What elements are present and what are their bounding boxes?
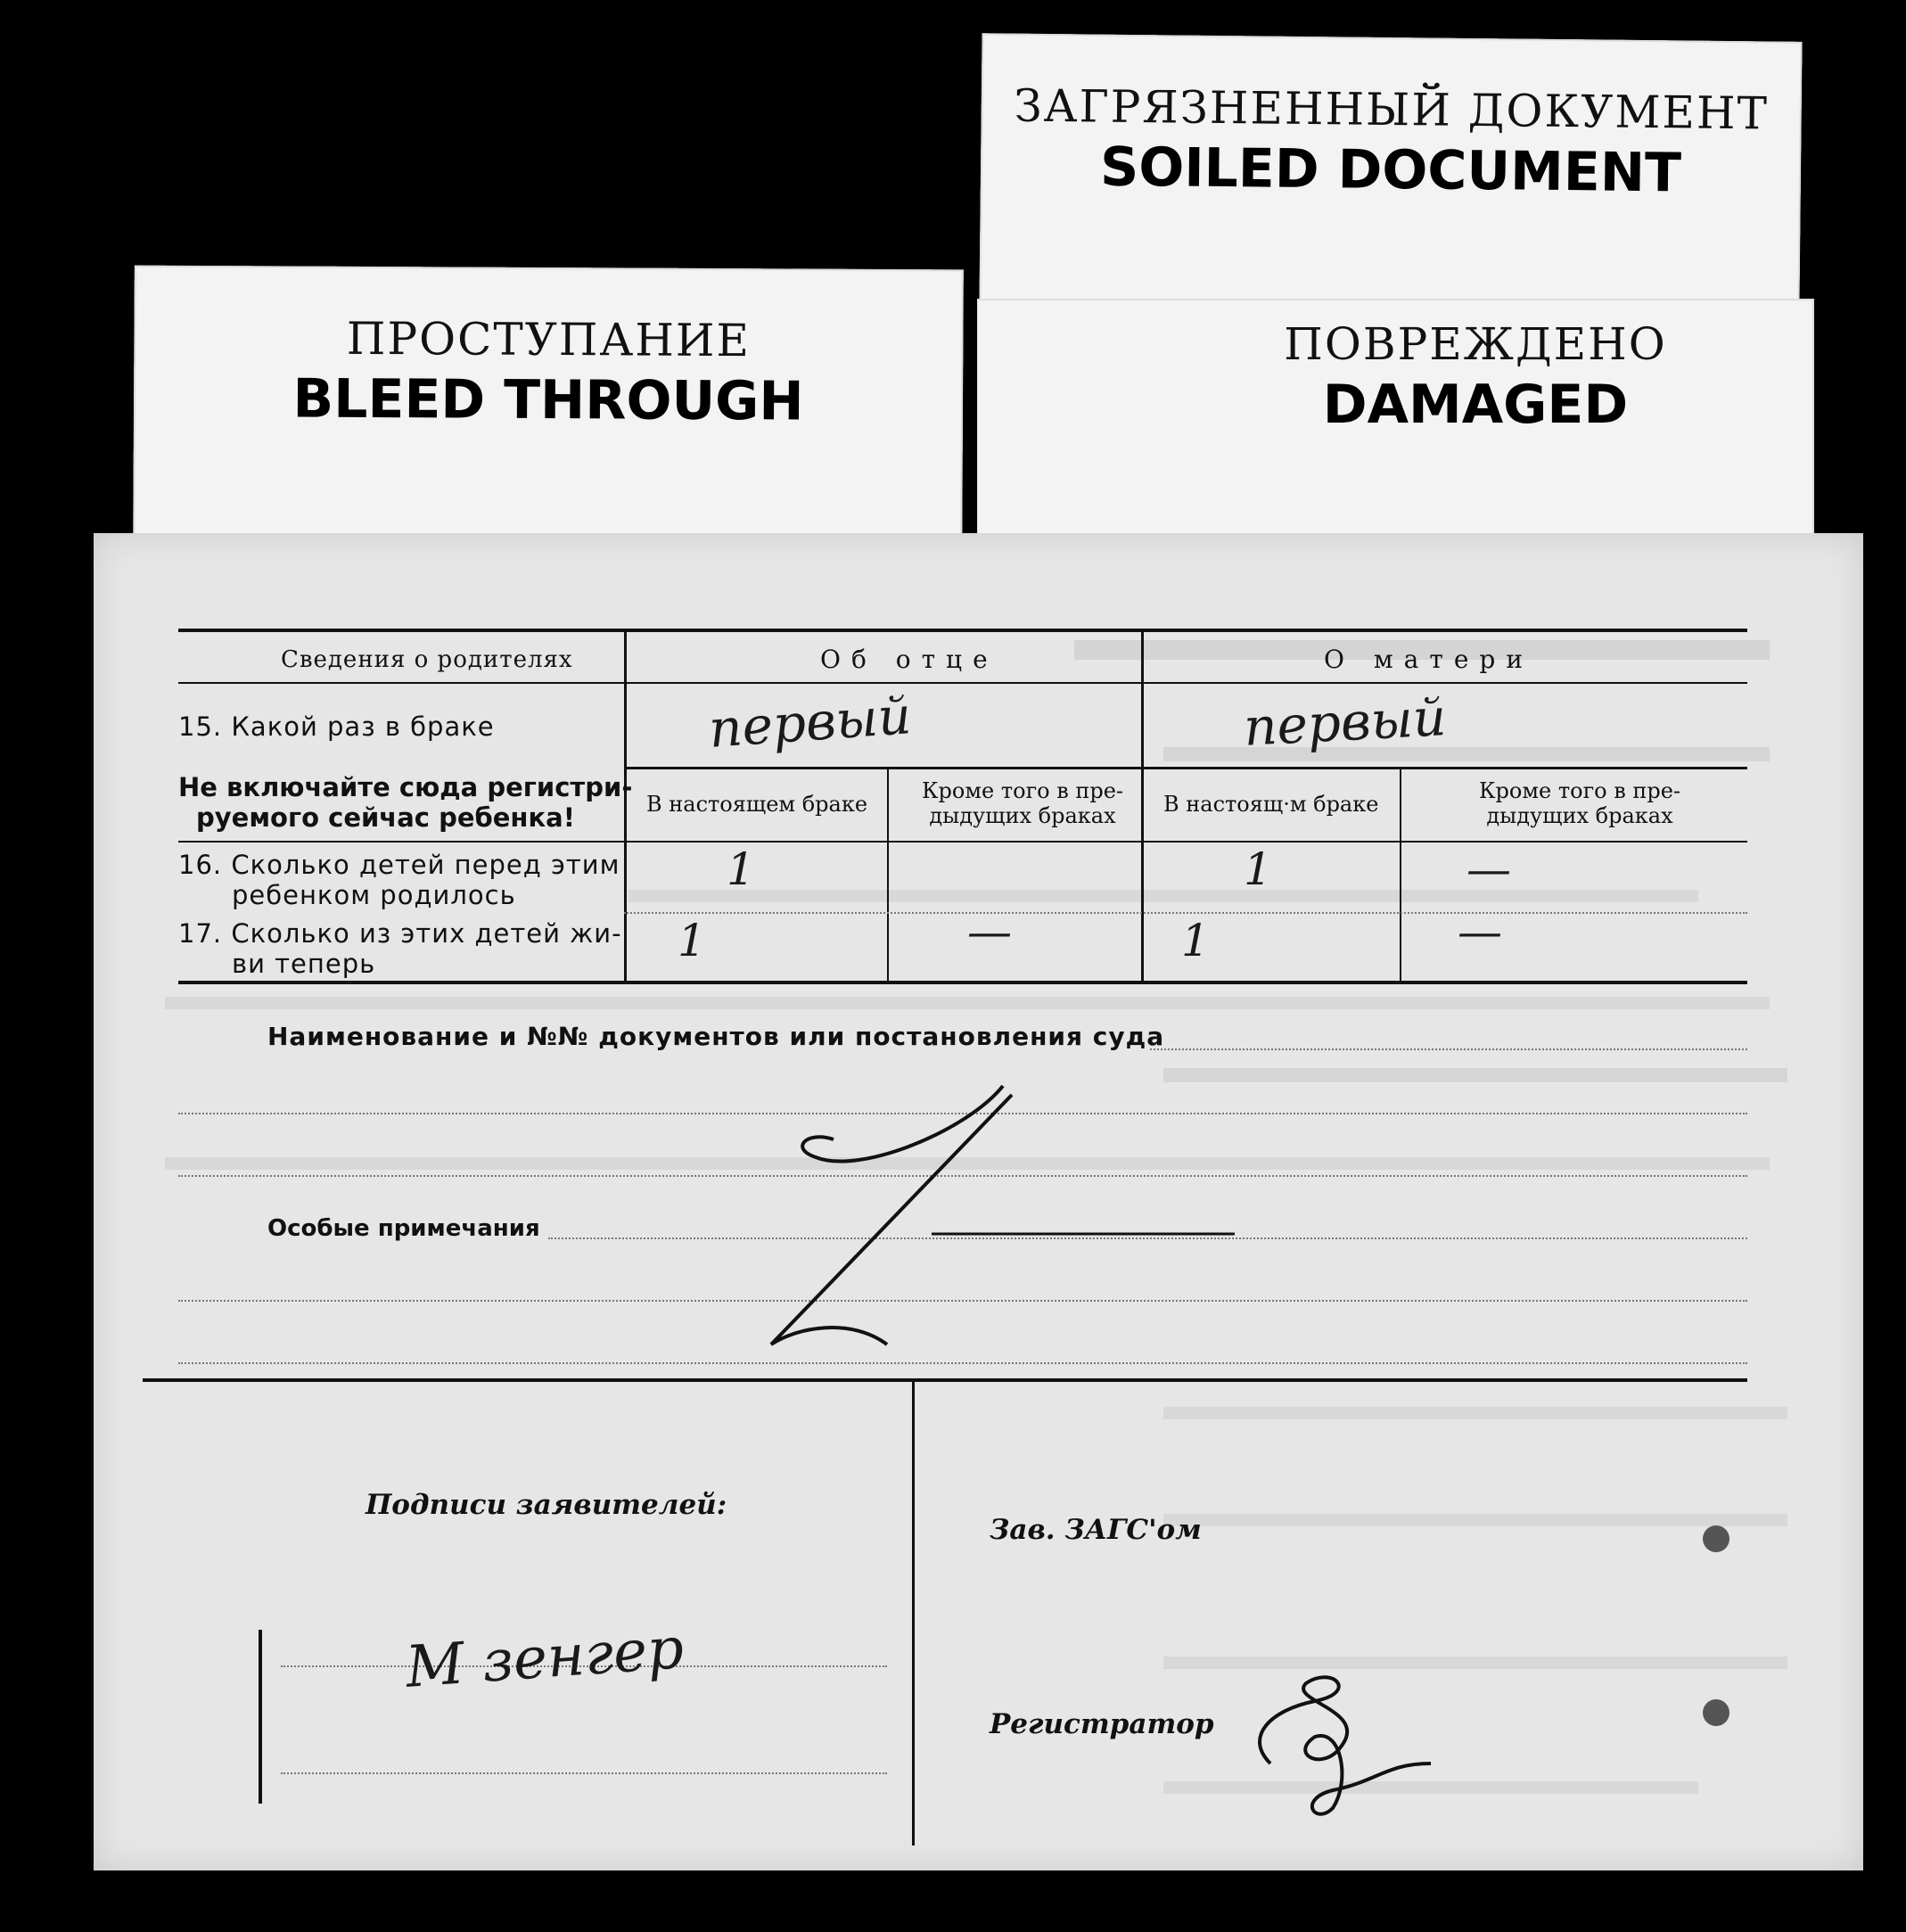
mother-previous-marriages-header	[1419, 778, 1740, 828]
applicants-signatures-label: Подписи заявителей:	[366, 1489, 727, 1521]
documents-label: Наименование и №№ документов или постановления суда	[267, 1022, 1165, 1051]
applicant-signature-handwriting: М зенгер	[403, 1615, 686, 1701]
mother-current-marriage-header: В настоящ·м браке	[1163, 792, 1379, 817]
father-header: Об отце	[820, 645, 998, 674]
previous-header-line2: дыдущих браках	[1486, 803, 1673, 828]
punch-hole-upper	[1703, 1525, 1729, 1552]
q17-label-line2: ви теперь	[232, 949, 376, 979]
strike-through-mark	[753, 1077, 1253, 1362]
record-page	[94, 533, 1863, 1870]
q17-label-line1: 17. Сколько из этих детей жи-	[178, 918, 622, 949]
mother-children-alive-current: 1	[1181, 915, 1210, 966]
soiled-flag-en: SOILED DOCUMENT	[1099, 136, 1682, 205]
father-children-born-current: 1	[727, 843, 755, 895]
previous-header-line2: дыдущих браках	[929, 803, 1116, 828]
registrar-label: Регистратор	[990, 1708, 1214, 1740]
punch-hole-lower	[1703, 1699, 1729, 1726]
exclusion-note-line1: Не включайте сюда регистри-	[178, 772, 633, 802]
damaged-flag-en: DAMAGED	[1322, 374, 1629, 436]
mother-children-born-previous: —	[1466, 843, 1511, 895]
father-previous-marriages-header	[907, 778, 1138, 828]
mother-header: О матери	[1324, 645, 1533, 674]
parents-info-header: Сведения о родителях	[281, 646, 573, 673]
q15-label: 15. Какой раз в браке	[178, 711, 495, 742]
q16-label-line2: ребенком родилось	[232, 880, 516, 910]
mother-children-born-current: 1	[1244, 843, 1272, 895]
father-current-marriage-header: В настоящем браке	[646, 792, 868, 817]
mother-marriage-count-handwriting: первый	[1242, 686, 1448, 758]
registrar-signature	[1235, 1648, 1440, 1826]
bleed-through-flag	[133, 266, 964, 555]
damaged-flag-ru: ПОВРЕЖДЕНО	[1284, 318, 1667, 370]
previous-header-line1: Кроме того в пре-	[1478, 778, 1681, 803]
father-children-alive-previous: —	[967, 906, 1012, 958]
special-remarks-label: Особые примечания	[267, 1215, 540, 1242]
q16-label-line1: 16. Сколько детей перед этим	[178, 850, 620, 880]
head-registry-label: Зав. ЗАГС'ом	[990, 1514, 1202, 1546]
exclusion-note-line2: руемого сейчас ребенка!	[196, 802, 575, 833]
soiled-document-flag	[979, 33, 1802, 309]
father-children-alive-current: 1	[678, 915, 706, 966]
damaged-flag	[976, 299, 1814, 553]
bleed-flag-ru: ПРОСТУПАНИЕ	[346, 312, 752, 367]
father-marriage-count-handwriting: первый	[706, 685, 914, 760]
flag-divider	[965, 267, 977, 562]
mother-children-alive-previous: —	[1458, 906, 1502, 958]
bleed-flag-en: BLEED THROUGH	[292, 367, 804, 433]
soiled-flag-ru: ЗАГРЯЗНЕННЫЙ ДОКУМЕНТ	[1014, 79, 1770, 140]
previous-header-line1: Кроме того в пре-	[921, 778, 1124, 803]
